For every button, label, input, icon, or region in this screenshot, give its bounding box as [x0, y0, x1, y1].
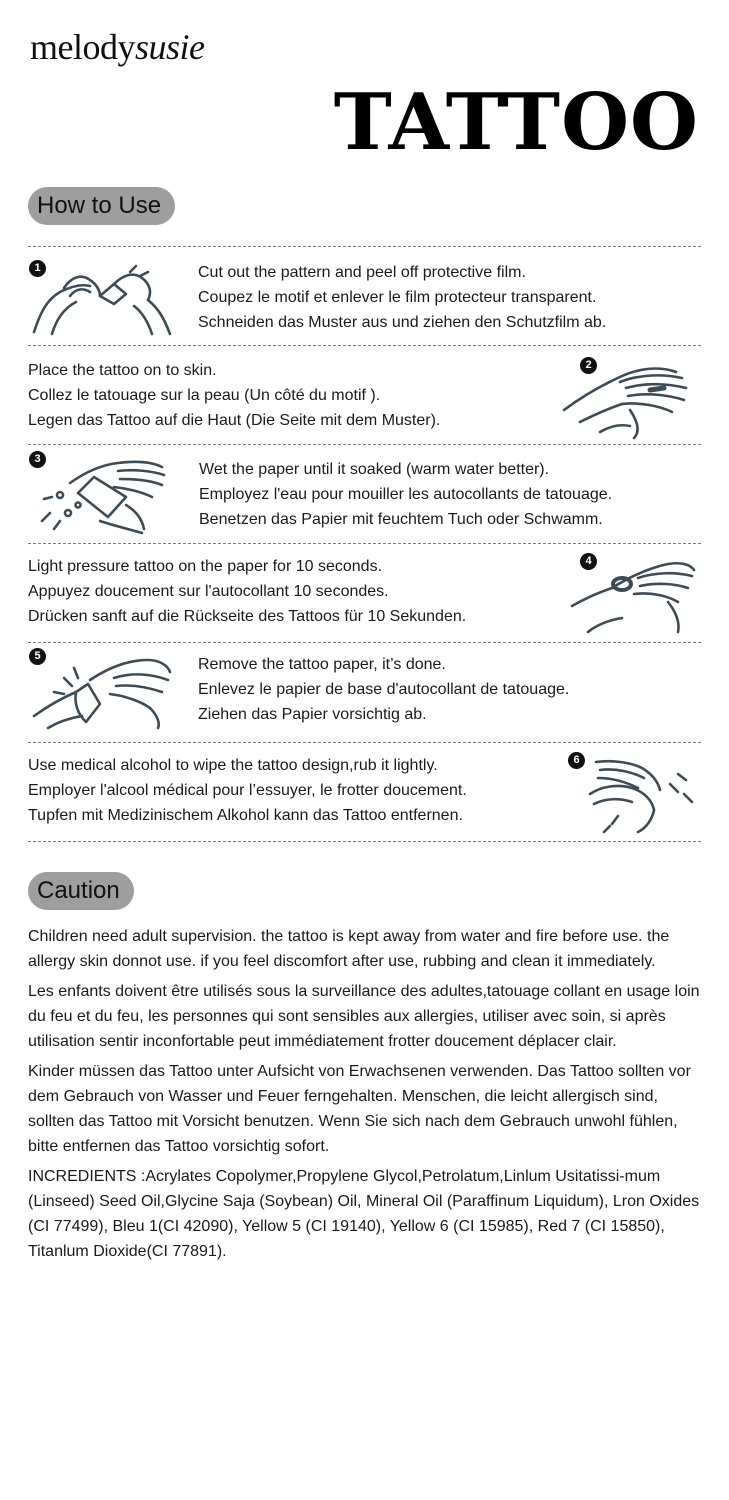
step-number-1: 1: [29, 260, 46, 277]
caution-paragraph-de: Kinder müssen das Tattoo unter Aufsicht von Erwachsenen verwenden. Das Tattoo sollten vor dem Gebrauch von Wasser und Feuer ferngehalten. Menschen, die leicht allergisch sind, sollten das Tattoo mit Vorsicht benutzen. Wenn Sie sich nach dem Gebrauch unwohl fühlen, bitte entfernen das Tattoo vorsichtig sofort.: [28, 1063, 691, 1155]
wipe-alcohol-hands-icon: [582, 754, 702, 834]
brand-logo: [30, 26, 204, 68]
step-text-3: [199, 457, 612, 532]
step-6-line-en: Use medical alcohol to wipe the tattoo design,rub it lightly.: [28, 757, 438, 774]
brand-name-part1: melody: [30, 27, 135, 67]
brand-name-part2: susie: [134, 27, 205, 67]
divider: [28, 841, 701, 842]
how-to-use-heading: How to Use: [28, 187, 175, 225]
step-1-line-fr: Coupez le motif et enlever le film protecteur transparent.: [198, 289, 597, 306]
caution-paragraph-fr: Les enfants doivent être utilisés sous la surveillance des adultes,tatouage collant en usage loin du feu et du feu, les personnes qui sont sensibles aux allergies, utiliser avec soin, si après utilisation sentir inconfortable peut immédiatement frotter doucement déplacer clair.: [28, 983, 700, 1050]
step-5-line-fr: Enlevez le papier de base d'autocollant de tatouage.: [198, 681, 570, 698]
step-6-line-fr: Employer l'alcool médical pour l’essuyer, le frotter doucement.: [28, 782, 467, 799]
step-4-line-en: Light pressure tattoo on the paper for 10 seconds.: [28, 558, 383, 575]
step-2-line-en: Place the tattoo on to skin.: [28, 362, 217, 379]
remove-paper-hands-icon: [30, 652, 180, 730]
step-5-line-en: Remove the tattoo paper, it’s done.: [198, 656, 446, 673]
step-1-line-de: Schneiden das Muster aus und ziehen den Schutzfilm ab.: [198, 314, 607, 331]
step-3-line-en: Wet the paper until it soaked (warm water better).: [199, 461, 550, 478]
step-number-6: 6: [568, 752, 585, 769]
step-number-3: 3: [29, 451, 46, 468]
divider: [28, 543, 701, 544]
divider: [28, 246, 701, 247]
step-text-6: [28, 753, 467, 828]
divider: [28, 742, 701, 743]
caution-paragraph-en: Children need adult supervision. the tattoo is kept away from water and fire before use. the allergy skin donnot use. if you feel discomfort after use, rubbing and clean it immediately.: [28, 928, 670, 970]
step-4-line-fr: Appuyez doucement sur l'autocollant 10 secondes.: [28, 583, 389, 600]
cut-peel-hands-icon: [30, 262, 180, 337]
step-3-line-de: Benetzen das Papier mit feuchtem Tuch oder Schwamm.: [199, 511, 603, 528]
divider: [28, 642, 701, 643]
step-text-2: [28, 358, 440, 433]
place-tattoo-hand-icon: [560, 362, 700, 440]
divider: [28, 444, 701, 445]
step-number-4: 4: [580, 553, 597, 570]
step-2-line-fr: Collez le tatouage sur la peau (Un côté du motif ).: [28, 387, 381, 404]
step-4-line-de: Drücken sanft auf die Rückseite des Tattoos für 10 Sekunden.: [28, 608, 467, 625]
step-6-line-de: Tupfen mit Medizinischem Alkohol kann das Tattoo entfernen.: [28, 807, 463, 824]
step-text-1: [198, 260, 606, 335]
press-tattoo-hand-icon: [568, 556, 700, 636]
step-5-line-de: Ziehen das Papier vorsichtig ab.: [198, 706, 427, 723]
step-3-line-fr: Employez l'eau pour mouiller les autocollants de tatouage.: [199, 486, 613, 503]
divider: [28, 345, 701, 346]
step-number-2: 2: [580, 357, 597, 374]
step-1-line-en: Cut out the pattern and peel off protective film.: [198, 264, 526, 281]
caution-heading: Caution: [28, 872, 134, 910]
wet-paper-hands-icon: [34, 455, 174, 535]
step-text-5: [198, 652, 569, 727]
step-number-5: 5: [29, 648, 46, 665]
page-title: TATTOO: [333, 77, 699, 168]
step-text-4: [28, 554, 466, 629]
ingredients-paragraph: INCREDIENTS :Acrylates Copolymer,Propylene Glycol,Petrolatum,Linlum Usitatissi-mum (Linseed) Seed Oil,Glycine Saja (Soybean) Oil, Mineral Oil (Paraffinum Liquidum), Lron Oxides (CI 77499), Bleu 1(CI 42090), Yellow 5 (CI 19140), Yellow 6 (CI 15985), Red 7 (CI 15850), Titanlum Dioxide(CI 77891).: [28, 1168, 700, 1260]
caution-text: [28, 924, 704, 1269]
step-2-line-de: Legen das Tattoo auf die Haut (Die Seite mit dem Muster).: [28, 412, 441, 429]
